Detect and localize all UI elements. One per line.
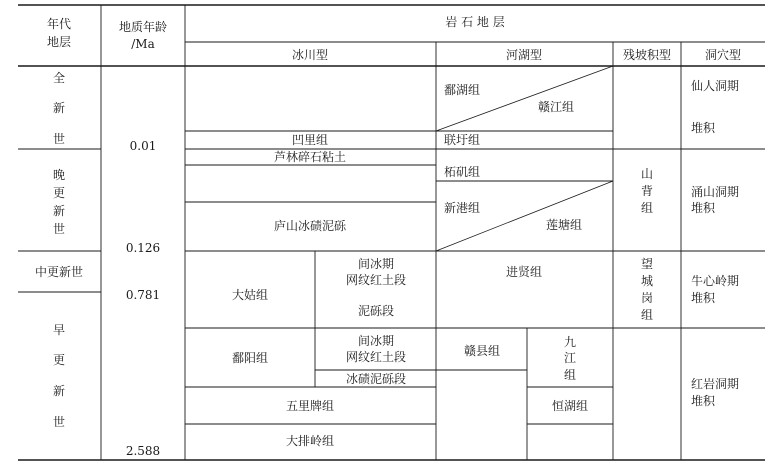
residual-wangchenggang-2: 城 (640, 274, 654, 288)
header-residual: 残坡积型 (622, 48, 672, 62)
fluvial-jiujiang-1: 九 (563, 335, 577, 349)
glacial-poyang-interglacial-2: 网纹红土段 (345, 350, 407, 364)
fluvial-pohu: 鄱湖组 (444, 83, 481, 97)
fluvial-ganjiang: 赣江组 (538, 100, 575, 114)
header-era-line2: 地层 (46, 35, 72, 49)
cave-xianrendong-1: 仙人洞期 (691, 79, 740, 93)
age-0-781: 0.781 (125, 288, 161, 302)
header-fluvial: 河湖型 (505, 48, 543, 62)
epoch-holocene-3: 世 (52, 132, 66, 146)
glacial-dagu-interglacial-2: 网纹红土段 (345, 273, 407, 287)
fluvial-zhaji: 柘矶组 (444, 165, 481, 179)
epoch-holocene-2: 新 (52, 101, 66, 115)
glacial-aoli: 凹里组 (291, 133, 329, 147)
header-glacial: 冰川型 (291, 48, 329, 62)
age-0-01: 0.01 (129, 139, 157, 153)
epoch-late-4: 世 (52, 222, 66, 236)
glacial-wulipai: 五里牌组 (285, 399, 335, 413)
residual-shanbei-3: 组 (640, 201, 654, 215)
epoch-holocene-1: 全 (52, 71, 66, 85)
epoch-early-4: 世 (52, 415, 66, 429)
fluvial-xingang: 新港组 (444, 201, 481, 215)
epoch-late-3: 新 (52, 204, 66, 218)
epoch-early-1: 早 (52, 323, 66, 337)
epoch-late-2: 更 (52, 186, 66, 200)
epoch-late-1: 晚 (52, 168, 66, 182)
fluvial-jiujiang-3: 组 (563, 368, 577, 382)
epoch-early-3: 新 (52, 384, 66, 398)
cave-niuxinling-2: 堆积 (691, 291, 716, 305)
age-2-588: 2.588 (125, 444, 161, 458)
cave-xianrendong-2: 堆积 (691, 121, 716, 135)
glacial-dapailing: 大排岭组 (285, 434, 335, 448)
cave-niuxinling-1: 牛心岭期 (691, 274, 740, 288)
glacial-poyang-moraine: 冰碛泥砾段 (345, 372, 407, 386)
header-era-line1: 年代 (46, 17, 72, 31)
cave-yongshan-2: 堆积 (691, 201, 716, 215)
glacial-dagu-moraine: 泥砾段 (357, 304, 395, 318)
cave-hongyan-1: 红岩洞期 (691, 377, 740, 391)
fluvial-jiujiang-2: 江 (563, 351, 577, 365)
fluvial-ganxian: 赣县组 (463, 344, 501, 358)
glacial-poyang: 鄱阳组 (231, 351, 269, 365)
glacial-dagu-interglacial-1: 间冰期 (357, 257, 395, 271)
header-age-line2: /Ma (131, 37, 155, 51)
header-rock-strata: 岩 石 地 层 (445, 15, 505, 29)
residual-wangchenggang-1: 望 (640, 257, 654, 271)
cave-hongyan-2: 堆积 (691, 394, 716, 408)
residual-wangchenggang-3: 岗 (640, 291, 654, 305)
glacial-poyang-interglacial-1: 间冰期 (357, 334, 395, 348)
epoch-early-2: 更 (52, 353, 66, 367)
glacial-lulin: 芦林碎石粘土 (273, 150, 347, 164)
header-cave: 洞穴型 (704, 48, 742, 62)
glacial-lushan: 庐山冰碛泥砾 (273, 219, 347, 233)
fluvial-lianyu: 联圩组 (444, 133, 481, 147)
residual-shanbei-2: 背 (640, 184, 654, 198)
fluvial-liantang: 莲塘组 (546, 218, 583, 232)
fluvial-henghu: 恒湖组 (551, 399, 589, 413)
age-0-126: 0.126 (125, 241, 161, 255)
epoch-middle: 中更新世 (34, 265, 84, 279)
residual-wangchenggang-4: 组 (640, 308, 654, 322)
header-age-line1: 地质年龄 (118, 20, 168, 34)
cave-yongshan-1: 涌山洞期 (691, 185, 740, 199)
fluvial-jinxian: 进贤组 (505, 265, 543, 279)
residual-shanbei-1: 山 (640, 167, 654, 181)
glacial-dagu: 大姑组 (231, 288, 269, 302)
